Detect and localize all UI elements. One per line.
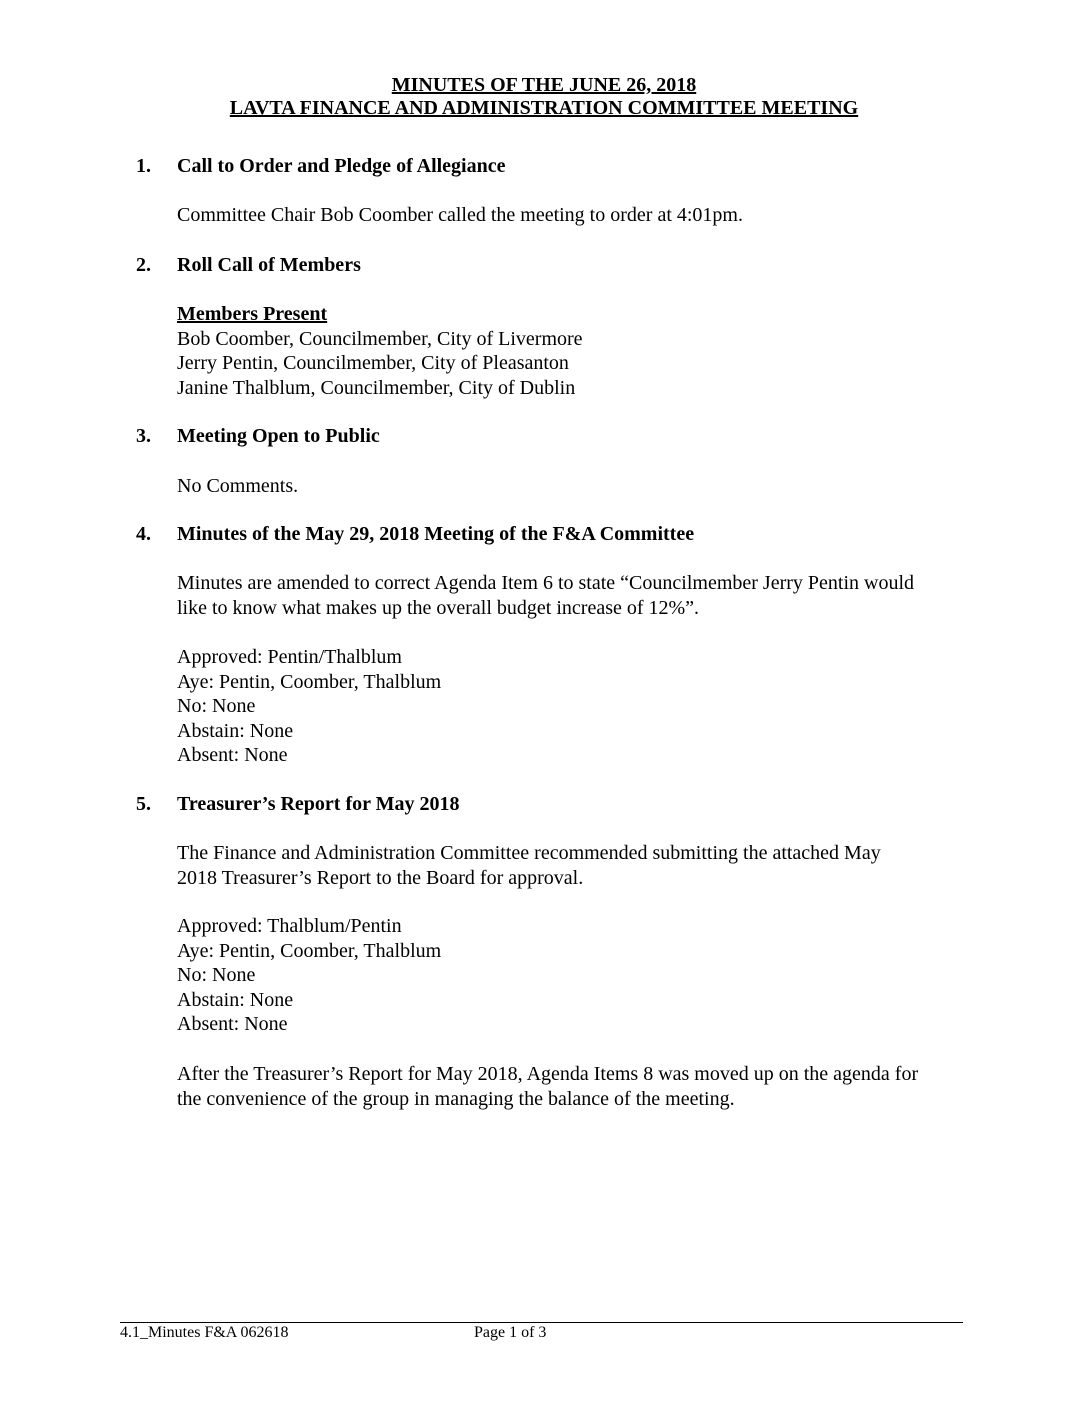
item-number: 2. xyxy=(136,254,151,276)
text-line: Minutes are amended to correct Agenda Item 6 to state “Councilmember Jerry Pentin would xyxy=(177,572,915,594)
item-1-text: Committee Chair Bob Coomber called the meeting to order at 4:01pm. xyxy=(177,204,743,226)
item-number: 1. xyxy=(136,155,151,177)
item-heading-text: Roll Call of Members xyxy=(177,254,361,276)
item-heading-text: Call to Order and Pledge of Allegiance xyxy=(177,155,506,177)
footer-page-number: Page 1 of 3 xyxy=(474,1324,547,1341)
text-line: 2018 Treasurer’s Report to the Board for approval. xyxy=(177,866,584,889)
text-line: like to know what makes up the overall budget increase of 12%”. xyxy=(177,596,700,619)
item-5-heading xyxy=(136,792,460,816)
footer-doc-id: 4.1_Minutes F&A 062618 xyxy=(120,1324,289,1341)
item-number: 5. xyxy=(136,793,151,815)
member-line: Jerry Pentin, Councilmember, City of Pleasanton xyxy=(177,352,569,374)
text-line: The Finance and Administration Committee recommended submitting the attached May xyxy=(177,842,881,864)
item-5-after-text xyxy=(177,1062,997,1111)
item-1-heading xyxy=(136,154,506,178)
item-4-heading xyxy=(136,522,694,546)
vote-line: Abstain: None xyxy=(177,719,294,742)
vote-line: Absent: None xyxy=(177,744,288,766)
member-line: Janine Thalblum, Councilmember, City of Dublin xyxy=(177,376,576,399)
members-block xyxy=(177,302,997,400)
vote-line: Approved: Thalblum/Pentin xyxy=(177,915,402,937)
title-line-1: MINUTES OF THE JUNE 26, 2018 xyxy=(391,74,697,96)
member-line: Bob Coomber, Councilmember, City of Livermore xyxy=(177,327,583,350)
item-number: 3. xyxy=(136,425,151,447)
vote-line: No: None xyxy=(177,695,256,717)
item-5-vote xyxy=(177,914,997,1037)
item-heading-text: Minutes of the May 29, 2018 Meeting of the F&A Committee xyxy=(177,523,695,545)
title-line-2: LAVTA FINANCE AND ADMINISTRATION COMMITTEE MEETING xyxy=(229,97,859,119)
vote-line: Aye: Pentin, Coomber, Thalblum xyxy=(177,670,442,693)
vote-line: Abstain: None xyxy=(177,988,294,1011)
item-heading-text: Meeting Open to Public xyxy=(177,425,380,447)
vote-line: No: None xyxy=(177,964,256,986)
item-2-heading xyxy=(136,253,361,277)
members-present-subheading: Members Present xyxy=(177,303,328,325)
vote-line: Approved: Pentin/Thalblum xyxy=(177,646,402,668)
item-5-text xyxy=(177,841,997,890)
item-4-vote xyxy=(177,645,997,768)
item-3-text: No Comments. xyxy=(177,475,299,497)
text-line: the convenience of the group in managing the balance of the meeting. xyxy=(177,1087,735,1110)
item-4-text xyxy=(177,571,997,620)
text-line: After the Treasurer’s Report for May 2018, Agenda Items 8 was moved up on the agenda for xyxy=(177,1063,919,1085)
item-heading-text: Treasurer’s Report for May 2018 xyxy=(177,793,460,815)
vote-line: Aye: Pentin, Coomber, Thalblum xyxy=(177,939,442,962)
item-number: 4. xyxy=(136,523,151,545)
item-3-heading xyxy=(136,424,380,448)
vote-line: Absent: None xyxy=(177,1013,288,1035)
